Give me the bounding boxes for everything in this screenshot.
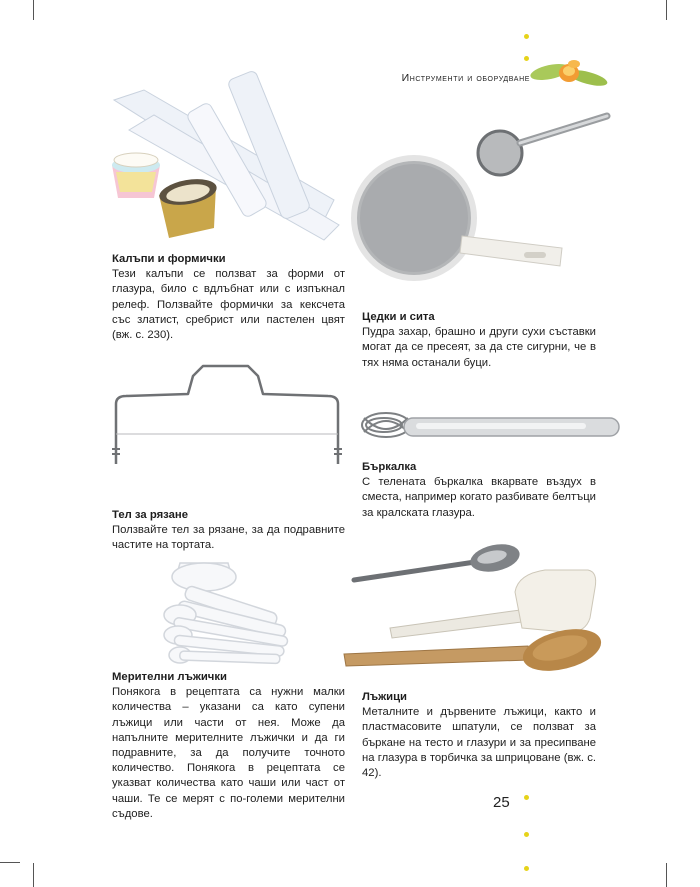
metal-spoon (354, 540, 522, 580)
crop-mark (666, 863, 667, 887)
decor-dot (524, 34, 529, 39)
gold-liner (157, 175, 218, 238)
section-text: Понякога в рецептата са нужни малки количества – указани са като супени лъжици или части от нея. Може да напълните мерителните лъжички и да ги подравните, за да получите точното количество. Понякога в рецептата се указват количества като чаши или част от чаши. Те се мерят с по-големи мерителни съдове. (112, 686, 345, 820)
whisk-image (356, 400, 626, 450)
crop-mark (33, 863, 34, 887)
section-text: Ползвайте тел за рязане, за да подравните частите на тортата. (112, 524, 345, 552)
section-text: Тези калъпи се ползват за форми от глазура, било с вдлъбнат или с изпъкнал релеф. Ползвайте формички за кексчета със златист, сребрист или пастелен цвят (вж. с. 230). (112, 268, 345, 342)
section-title: Бъркалка (362, 461, 417, 473)
running-header: Инструменти и оборудване (401, 72, 530, 84)
section-text: С телената бъркалка вкарвате въздух в сместа, например когато разбивате белтъци за кралската глазура. (362, 476, 596, 519)
section-title: Лъжици (362, 691, 408, 703)
page-number: 25 (493, 794, 510, 811)
section-wire (112, 508, 345, 554)
section-title: Цедки и сита (362, 311, 435, 323)
wooden-spoon (344, 622, 605, 678)
wire-cutter-image (108, 364, 348, 479)
decor-dot (524, 866, 529, 871)
decor-dot (524, 832, 529, 837)
section-title: Калъпи и формички (112, 253, 226, 265)
spoons-image (340, 540, 610, 680)
section-spoons (362, 690, 596, 781)
large-sieve (354, 158, 562, 278)
section-title: Тел за рязане (112, 509, 189, 521)
section-molds (112, 252, 345, 343)
small-sieve (478, 116, 607, 175)
section-text: Пудра захар, брашно и други сухи съставки могат да се пресеят, за да сте сигурни, че в тях няма останали буци. (362, 326, 596, 369)
crop-mark (0, 862, 20, 863)
crop-mark (666, 0, 667, 20)
cupcake-liners (112, 153, 160, 198)
flower-decoration-icon (528, 50, 610, 96)
section-title: Мерителни лъжички (112, 671, 227, 683)
section-measuring (112, 670, 345, 822)
molds-image (104, 60, 349, 245)
section-sieves (362, 310, 596, 371)
sieves-image (352, 108, 622, 308)
measuring-spoons-image (150, 555, 310, 680)
crop-mark (33, 0, 34, 20)
decor-dot (524, 795, 529, 800)
section-text: Металните и дървените лъжици, както и пластмасовите шпатули, се ползват за бъркане на тесто и глазури и за пресипване на глазура в торбичка за шприцоване (вж. с. 42). (362, 706, 596, 780)
section-whisk (362, 460, 596, 521)
plastic-spatula (390, 570, 596, 638)
